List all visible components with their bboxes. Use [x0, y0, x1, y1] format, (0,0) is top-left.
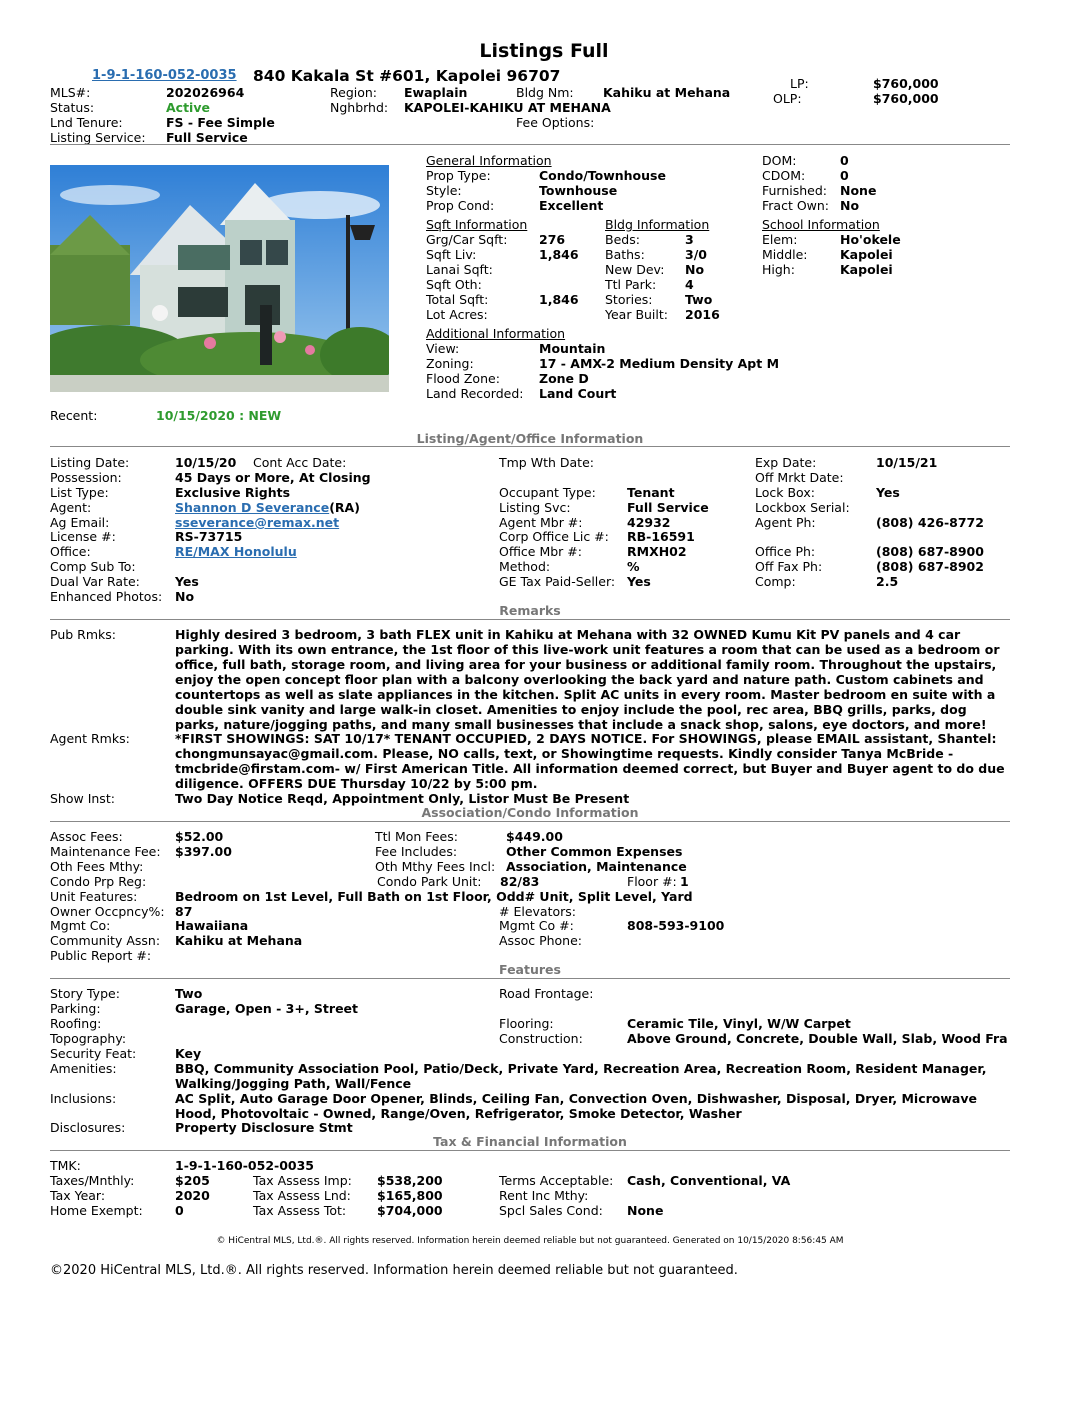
tenure-value: FS - Fee Simple	[166, 115, 275, 130]
bldg-info-value: 3	[685, 232, 694, 247]
general-value: Condo/Townhouse	[539, 168, 666, 183]
lp-value: $760,000	[873, 76, 939, 91]
dual-rate-label: Dual Var Rate:	[50, 574, 140, 589]
divider	[50, 1150, 1010, 1151]
disclosures-value: Property Disclosure Stmt	[175, 1120, 353, 1135]
sqft-label: Sqft Liv:	[426, 247, 477, 262]
assoc-phone-label: Assoc Phone:	[499, 933, 583, 948]
unit-features-value: Bedroom on 1st Level, Full Bath on 1st Floor, Odd# Unit, Split Level, Yard	[175, 889, 693, 904]
agent-remarks-label: Agent Rmks:	[50, 731, 130, 746]
comp-label: Comp:	[755, 574, 796, 589]
page-title: Listings Full	[479, 40, 609, 62]
enhanced-photos-label: Enhanced Photos:	[50, 589, 163, 604]
divider	[50, 446, 1010, 447]
home-exempt-value: 0	[175, 1203, 184, 1218]
topography-label: Topography:	[50, 1031, 127, 1046]
disclosures-label: Disclosures:	[50, 1120, 126, 1135]
taxes-label: Taxes/Mnthly:	[50, 1173, 135, 1188]
sqft-heading: Sqft Information	[426, 217, 528, 232]
license-label: License #:	[50, 529, 116, 544]
fee-options-label: Fee Options:	[516, 115, 595, 130]
taxes-value: $205	[175, 1173, 210, 1188]
pub-remarks-label: Pub Rmks:	[50, 627, 116, 642]
lockbox-serial-label: Lockbox Serial:	[755, 500, 850, 515]
agent-suffix: (RA)	[329, 500, 360, 515]
assess-imp-label: Tax Assess Imp:	[253, 1173, 352, 1188]
olp-label: OLP:	[773, 91, 802, 106]
dom-value: None	[840, 183, 877, 198]
tmk-link[interactable]: 1-9-1-160-052-0035	[92, 68, 237, 83]
inclusions-label: Inclusions:	[50, 1091, 117, 1106]
nghbrhd-label: Nghbrhd:	[330, 100, 389, 115]
sqft-label: Grg/Car Sqft:	[426, 232, 508, 247]
recent-value: 10/15/2020 : NEW	[156, 408, 282, 423]
owner-occ-value: 87	[175, 904, 193, 919]
flooring-value: Ceramic Tile, Vinyl, W/W Carpet	[627, 1016, 851, 1031]
parking-value: Garage, Open - 3+, Street	[175, 1001, 359, 1016]
nghbrhd-value: KAPOLEI-KAHIKU AT MEHANA	[404, 100, 611, 115]
additional-value: Zone D	[539, 371, 589, 386]
assess-lnd-label: Tax Assess Lnd:	[253, 1188, 351, 1203]
home-exempt-label: Home Exempt:	[50, 1203, 143, 1218]
general-label: Prop Cond:	[426, 198, 495, 213]
bldg-info-label: Stories:	[605, 292, 653, 307]
email-label: Ag Email:	[50, 515, 110, 530]
assess-tot-value: $704,000	[377, 1203, 443, 1218]
amenities-label: Amenities:	[50, 1061, 117, 1076]
bldg-info-label: Beds:	[605, 232, 640, 247]
construction-value: Above Ground, Concrete, Double Wall, Slab, Wood Fra	[627, 1031, 1008, 1046]
maint-fee-value: $397.00	[175, 844, 232, 859]
mgmt-co-value: Hawaiiana	[175, 918, 249, 933]
method-value: %	[627, 559, 640, 574]
school-value: Kapolei	[840, 247, 893, 262]
school-label: Middle:	[762, 247, 808, 262]
comp-value: 2.5	[876, 574, 899, 589]
security-value: Key	[175, 1046, 202, 1061]
office-mbr-value: RMXH02	[627, 544, 687, 559]
assess-imp-value: $538,200	[377, 1173, 443, 1188]
possession-value: 45 Days or More, At Closing	[175, 470, 371, 485]
dom-label: CDOM:	[762, 168, 806, 183]
security-label: Security Feat:	[50, 1046, 137, 1061]
dom-value: No	[840, 198, 860, 213]
agent-phone-value: (808) 426-8772	[876, 515, 984, 530]
general-label: Style:	[426, 183, 462, 198]
tax-year-value: 2020	[175, 1188, 210, 1203]
agent-label: Agent:	[50, 500, 92, 515]
cont-acc-label: Cont Acc Date:	[253, 455, 347, 470]
ge-tax-label: GE Tax Paid-Seller:	[499, 574, 616, 589]
lock-box-value: Yes	[876, 485, 900, 500]
property-photo	[50, 165, 389, 392]
additional-value: 17 - AMX-2 Medium Density Apt M	[539, 356, 780, 371]
general-value: Townhouse	[539, 183, 618, 198]
dom-label: DOM:	[762, 153, 797, 168]
method-label: Method:	[499, 559, 551, 574]
community-value: Kahiku at Mehana	[175, 933, 303, 948]
list-type-label: List Type:	[50, 485, 109, 500]
construction-label: Construction:	[499, 1031, 583, 1046]
agent-email-link[interactable]: sseverance@remax.net	[175, 515, 340, 530]
mgmt-no-value: 808-593-9100	[627, 918, 725, 933]
general-value: Excellent	[539, 198, 604, 213]
agent-mbr-value: 42932	[627, 515, 671, 530]
ttl-mon-value: $449.00	[506, 829, 563, 844]
mgmt-co-label: Mgmt Co:	[50, 918, 111, 933]
show-inst-value: Two Day Notice Reqd, Appointment Only, Listor Must Be Present	[175, 791, 630, 806]
footer-copyright: ©2020 HiCentral MLS, Ltd.®. All rights reserved. Information herein deemed reliable but not guaranteed.	[50, 1263, 738, 1278]
park-unit-label: Condo Park Unit:	[377, 874, 482, 889]
additional-value: Mountain	[539, 341, 606, 356]
service-label: Listing Service:	[50, 130, 146, 145]
agent-value	[175, 500, 360, 515]
region-label: Region:	[330, 85, 378, 100]
park-unit-value: 82/83	[500, 874, 540, 889]
story-type-label: Story Type:	[50, 986, 120, 1001]
recent-label: Recent:	[50, 408, 98, 423]
bldg-info-label: Baths:	[605, 247, 645, 262]
dom-value: 0	[840, 168, 849, 183]
spcl-sales-value: None	[627, 1203, 664, 1218]
divider	[50, 821, 1010, 822]
lock-box-label: Lock Box:	[755, 485, 815, 500]
region-value: Ewaplain	[404, 85, 468, 100]
listing-address: 840 Kakala St #601, Kapolei 96707	[253, 67, 561, 85]
olp-value: $760,000	[873, 91, 939, 106]
corp-lic-label: Corp Office Lic #:	[499, 529, 609, 544]
oth-mthy-incl-value: Association, Maintenance	[506, 859, 687, 874]
sqft-value: 1,846	[539, 292, 579, 307]
section-heading-agent: Listing/Agent/Office Information	[416, 431, 644, 446]
section-heading-assoc: Association/Condo Information	[421, 805, 639, 820]
school-heading: School Information	[762, 217, 880, 232]
fax-value: (808) 687-8902	[876, 559, 984, 574]
parking-label: Parking:	[50, 1001, 101, 1016]
divider	[50, 144, 1010, 145]
tmk-label: TMK:	[50, 1158, 81, 1173]
bldg-info-label: New Dev:	[605, 262, 665, 277]
status-label: Status:	[50, 100, 95, 115]
general-label: Prop Type:	[426, 168, 491, 183]
bldg-info-value: No	[685, 262, 705, 277]
office-label: Office:	[50, 544, 91, 559]
tenure-label: Lnd Tenure:	[50, 115, 123, 130]
school-value: Ho'okele	[840, 232, 901, 247]
agent-phone-label: Agent Ph:	[755, 515, 816, 530]
story-type-value: Two	[175, 986, 203, 1001]
assess-lnd-value: $165,800	[377, 1188, 443, 1203]
additional-label: View:	[426, 341, 460, 356]
divider	[50, 619, 1010, 620]
bldg-info-value: 3/0	[685, 247, 707, 262]
listing-svc-value: Full Service	[627, 500, 709, 515]
flooring-label: Flooring:	[499, 1016, 554, 1031]
divider	[50, 978, 1010, 979]
rent-inc-label: Rent Inc Mthy:	[499, 1188, 589, 1203]
sqft-label: Total Sqft:	[426, 292, 489, 307]
general-heading: General Information	[426, 153, 552, 168]
fax-label: Off Fax Ph:	[755, 559, 823, 574]
pub-remarks-text: Highly desired 3 bedroom, 3 bath FLEX unit in Kahiku at Mehana with 32 OWNED Kumu Kit PV panels and 4 car parking. With its own entrance, the 1st floor of this live-work unit features a room that can be used as a bedroom or office, full bath, storage room, and living area for your business or additional family room. Throughout the upstairs, enjoy the open concept floor plan with a balcony overlooking the back yard and nature path. Custom cabinets and countertops as well as slate appliances in the kitchen. Split AC units in every room. Master bedroom en suite with a double sink vanity and large walk-in closet. Amenities to enjoy include the pool, rec area, BBQ grills, parks, dog parks, nature/jogging paths, and many small businesses that include a snack shop, salons, eye doctors, and more!	[175, 627, 1000, 732]
bldg-info-value: Two	[685, 292, 713, 307]
bldg-info-label: Ttl Park:	[605, 277, 657, 292]
additional-heading: Additional Information	[426, 326, 566, 341]
amenities-value: BBQ, Community Association Pool, Patio/Deck, Private Yard, Recreation Area, Recreation Room, Resident Manager, Walking/Jogging Path, Wall/Fence	[175, 1061, 987, 1091]
section-heading-remarks: Remarks	[499, 603, 561, 618]
ge-tax-value: Yes	[627, 574, 651, 589]
office-phone-value: (808) 687-8900	[876, 544, 984, 559]
office-link[interactable]: RE/MAX Honolulu	[175, 544, 297, 559]
agent-mbr-label: Agent Mbr #:	[499, 515, 583, 530]
list-type-value: Exclusive Rights	[175, 485, 291, 500]
sqft-label: Sqft Oth:	[426, 277, 482, 292]
off-mrkt-label: Off Mrkt Date:	[755, 470, 844, 485]
fee-includes-value: Other Common Expenses	[506, 844, 683, 859]
dom-value: 0	[840, 153, 849, 168]
terms-value: Cash, Conventional, VA	[627, 1173, 791, 1188]
bldg-info-label: Year Built:	[605, 307, 668, 322]
sqft-label: Lanai Sqft:	[426, 262, 493, 277]
corp-lic-value: RB-16591	[627, 529, 695, 544]
school-label: High:	[762, 262, 795, 277]
elevators-label: # Elevators:	[499, 904, 576, 919]
lp-label: LP:	[790, 76, 809, 91]
status-value: Active	[166, 100, 210, 115]
additional-value: Land Court	[539, 386, 617, 401]
maint-fee-label: Maintenance Fee:	[50, 844, 161, 859]
townhouse-photo-illustration	[50, 165, 389, 392]
school-label: Elem:	[762, 232, 798, 247]
assoc-fees-value: $52.00	[175, 829, 224, 844]
dom-label: Furnished:	[762, 183, 828, 198]
occupant-value: Tenant	[627, 485, 675, 500]
additional-label: Flood Zone:	[426, 371, 500, 386]
fee-includes-label: Fee Includes:	[375, 844, 458, 859]
dual-rate-value: Yes	[175, 574, 199, 589]
assoc-fees-label: Assoc Fees:	[50, 829, 123, 844]
agent-remarks-text: *FIRST SHOWINGS: SAT 10/17* TENANT OCCUPIED, 2 DAYS NOTICE. For SHOWINGS, please EMAIL assistant, Shantel: chongmunsayac@gmail.com. Please, NO calls, text, or Showingtime requests. Kindly consider Tanya McBride -tmcbride@firstam.com- w/ First American Title. All information deemed correct, but Buyer and Buyer agent to do due diligence. OFFERS DUE Thursday 10/22 by 5:00 pm.	[175, 731, 1005, 791]
unit-features-label: Unit Features:	[50, 889, 138, 904]
owner-occ-label: Owner Occpncy%:	[50, 904, 165, 919]
possession-label: Possession:	[50, 470, 122, 485]
oth-fees-label: Oth Fees Mthy:	[50, 859, 144, 874]
bldg-label: Bldg Nm:	[516, 85, 574, 100]
sqft-value: 1,846	[539, 247, 579, 262]
floor-label: Floor #:	[627, 874, 677, 889]
section-heading-features: Features	[499, 962, 561, 977]
sqft-label: Lot Acres:	[426, 307, 488, 322]
office-mbr-label: Office Mbr #:	[499, 544, 582, 559]
listing-date-label: Listing Date:	[50, 455, 130, 470]
road-frontage-label: Road Frontage:	[499, 986, 594, 1001]
public-report-label: Public Report #:	[50, 948, 152, 963]
section-heading-tax: Tax & Financial Information	[433, 1134, 627, 1149]
tmk-value: 1-9-1-160-052-0035	[175, 1158, 315, 1173]
terms-label: Terms Acceptable:	[499, 1173, 614, 1188]
occupant-label: Occupant Type:	[499, 485, 596, 500]
bldg-info-value: 2016	[685, 307, 720, 322]
condo-reg-label: Condo Prp Reg:	[50, 874, 147, 889]
ttl-mon-label: Ttl Mon Fees:	[375, 829, 458, 844]
show-inst-label: Show Inst:	[50, 791, 115, 806]
bldg-value: Kahiku at Mehana	[603, 85, 731, 100]
dom-label: Fract Own:	[762, 198, 830, 213]
roofing-label: Roofing:	[50, 1016, 102, 1031]
mgmt-no-label: Mgmt Co #:	[499, 918, 574, 933]
office-phone-label: Office Ph:	[755, 544, 816, 559]
agent-name-link[interactable]: Shannon D Severance	[175, 500, 330, 515]
oth-mthy-incl-label: Oth Mthy Fees Incl:	[375, 859, 496, 874]
assess-tot-label: Tax Assess Tot:	[253, 1203, 347, 1218]
additional-label: Land Recorded:	[426, 386, 524, 401]
tax-year-label: Tax Year:	[50, 1188, 106, 1203]
comp-sub-label: Comp Sub To:	[50, 559, 136, 574]
additional-label: Zoning:	[426, 356, 474, 371]
bldg-heading: Bldg Information	[605, 217, 710, 232]
enhanced-photos-value: No	[175, 589, 195, 604]
mls-value: 202026964	[166, 85, 245, 100]
floor-value: 1	[680, 874, 689, 889]
footer-generated: © HiCentral MLS, Ltd.®. All rights reserved. Information herein deemed reliable but not guaranteed. Generated on 10/15/2020 8:56:45 AM	[216, 1236, 844, 1246]
exp-date-label: Exp Date:	[755, 455, 817, 470]
sqft-value: 276	[539, 232, 566, 247]
license-value: RS-73715	[175, 529, 243, 544]
inclusions-value: AC Split, Auto Garage Door Opener, Blinds, Ceiling Fan, Convection Oven, Dishwasher, Disposal, Dryer, Microwave Hood, Photovoltaic - Owned, Range/Oven, Refrigerator, Smoke Detector, Washer	[175, 1091, 977, 1121]
listing-date-value: 10/15/20	[175, 455, 237, 470]
school-value: Kapolei	[840, 262, 893, 277]
mls-label: MLS#:	[50, 85, 91, 100]
exp-date-value: 10/15/21	[876, 455, 938, 470]
bldg-info-value: 4	[685, 277, 694, 292]
spcl-sales-label: Spcl Sales Cond:	[499, 1203, 603, 1218]
community-label: Community Assn:	[50, 933, 161, 948]
listing-svc-label: Listing Svc:	[499, 500, 571, 515]
service-value: Full Service	[166, 130, 248, 145]
tmp-wth-label: Tmp Wth Date:	[499, 455, 594, 470]
